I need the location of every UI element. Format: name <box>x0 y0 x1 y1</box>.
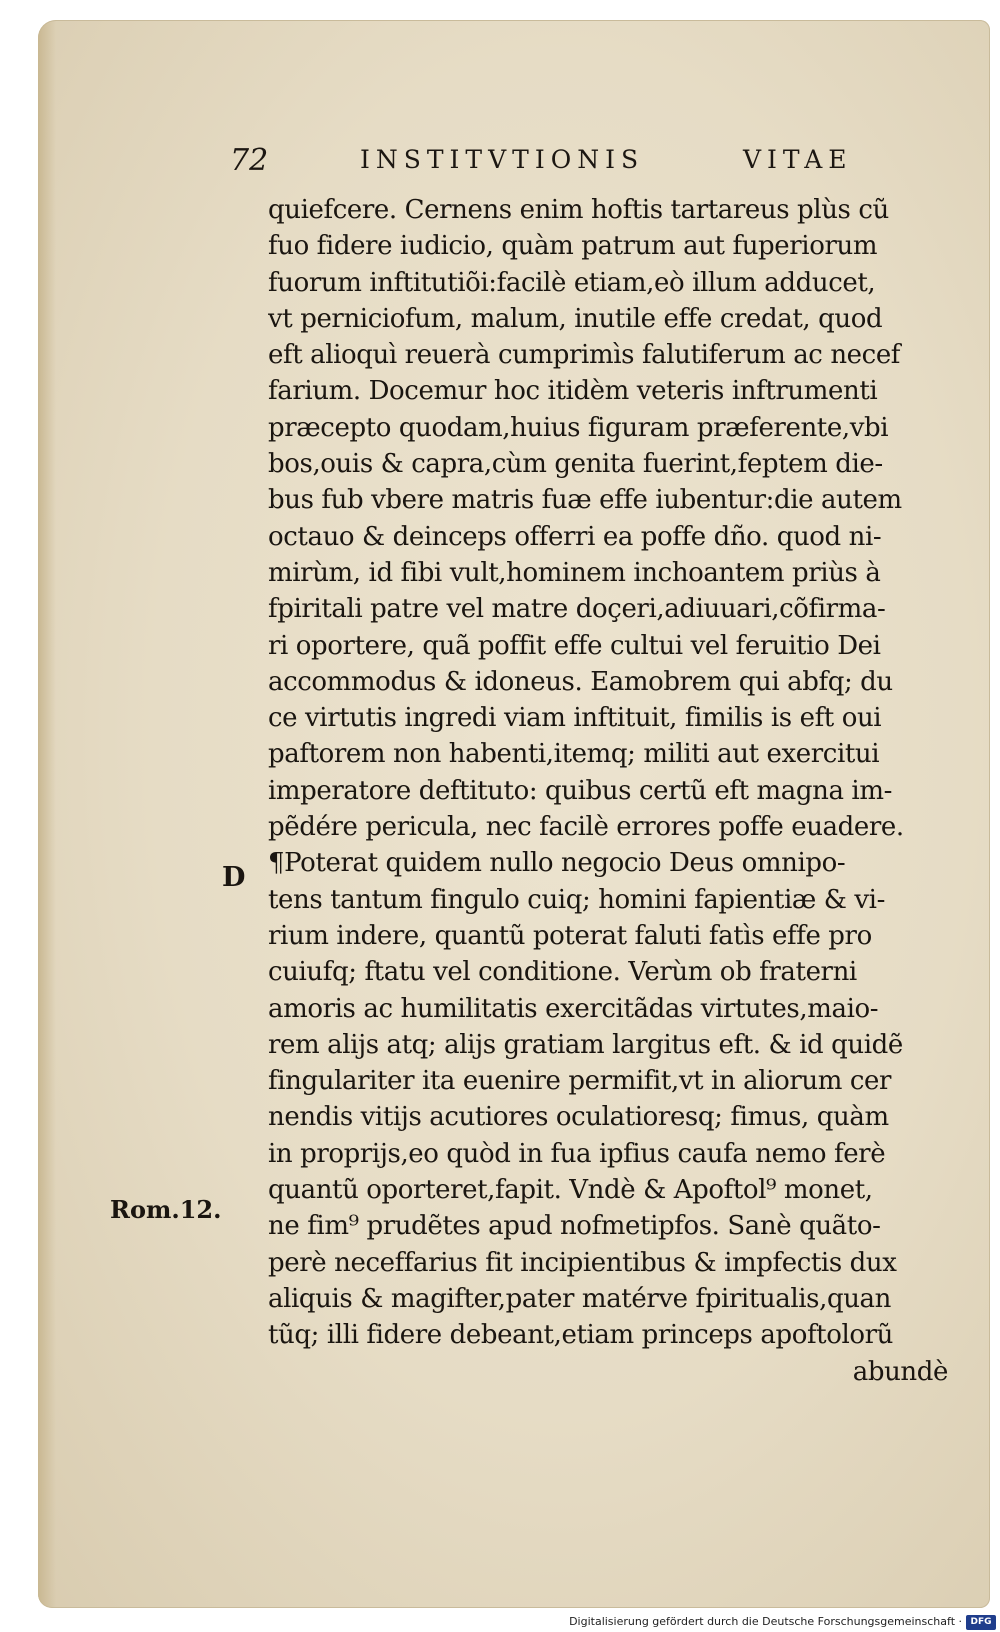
text-line: tũq; illi fidere debeant,etiam princeps apoftolorũ <box>268 1320 894 1351</box>
text-line: amoris ac humilitatis exercitãdas virtutes,maio- <box>268 993 879 1024</box>
margin-section-letter: D <box>222 862 246 893</box>
text-line: perè neceffarius fit incipientibus & impfectis dux <box>268 1247 897 1278</box>
text-line: fuo fidere iudicio, quàm patrum aut fuperiorum <box>268 231 878 262</box>
text-line: paftorem non habenti,itemq; militi aut exercitui <box>268 739 880 770</box>
text-line: farium. Docemur hoc itidèm veteris inftrumenti <box>268 376 878 407</box>
text-line: aliquis & magifter,pater matérve fpiritualis,quan <box>268 1283 891 1314</box>
page-number: 72 <box>230 143 269 178</box>
text-line: vt perniciofum, malum, inutile effe credat, quod <box>268 303 883 334</box>
text-line: rem alijs atq; alijs gratiam largitus eft. & id quidẽ <box>268 1029 903 1060</box>
text-line: bus fub vbere matris fuæ effe iubentur:die autem <box>268 485 902 516</box>
page-header <box>0 143 1000 183</box>
text-line: rium indere, quantũ poterat faluti fatìs effe pro <box>268 920 872 951</box>
text-line: bos,ouis & capra,cùm genita fuerint,feptem die- <box>268 449 883 480</box>
text-line: ne fim⁹ prudẽtes apud nofmetipfos. Sanè quãto- <box>268 1211 881 1242</box>
catchword: abundè <box>852 1356 948 1387</box>
text-line: eft alioquì reuerà cumprimìs falutiferum ac necef <box>268 340 901 371</box>
running-title: INSTITVTIONIS <box>360 145 645 174</box>
dfg-logo-icon: DFG <box>966 1615 996 1630</box>
text-line: ri oportere, quã poffit effe cultui vel feruitio Dei <box>268 630 881 661</box>
margin-reference: Rom.12. <box>110 1195 222 1224</box>
text-line: accommodus & idoneus. Eamobrem qui abfq; du <box>268 666 893 697</box>
text-line: ¶Poterat quidem nullo negocio Deus omnipo- <box>268 848 846 879</box>
text-line: cuiufq; ftatu vel conditione. Verùm ob fraterni <box>268 957 857 988</box>
text-line: pẽdére pericula, nec facilè errores poffe euadere. <box>268 812 904 843</box>
text-line: quantũ oporteret,fapit. Vndè & Apoftol⁹ monet, <box>268 1175 873 1206</box>
running-title-right: VITAE <box>743 145 853 174</box>
digitization-footer <box>0 1614 1000 1632</box>
text-line: fpiritali patre vel matre doçeri,adiuuari,cõfirma- <box>268 594 886 625</box>
funding-credit: Digitalisierung gefördert durch die Deutsche Forschungsgemeinschaft · <box>569 1615 962 1628</box>
text-line: imperatore deftituto: quibus certũ eft magna im- <box>268 775 892 806</box>
text-line: præcepto quodam,huius figuram præferente,vbi <box>268 412 889 443</box>
body-text <box>268 192 948 1390</box>
text-line: fingulariter ita euenire permifit,vt in aliorum cer <box>268 1066 892 1097</box>
text-line: mirùm, id fibi vult,hominem inchoantem priùs à <box>268 557 881 588</box>
text-line: fuorum inftitutiõi:facilè etiam,eò illum adducet, <box>268 267 876 298</box>
text-line: nendis vitijs acutiores oculatioresq; fimus, quàm <box>268 1102 889 1133</box>
page-edge-shadow <box>38 20 56 1608</box>
text-line: tens tantum fingulo cuiq; homini fapientiæ & vi- <box>268 884 885 915</box>
text-line: octauo & deinceps offerri ea poffe dño. quod ni- <box>268 521 882 552</box>
text-line: ce virtutis ingredi viam inftituit, fimilis is eft oui <box>268 703 882 734</box>
text-line: in proprijs,eo quòd in fua ipfius caufa nemo ferè <box>268 1138 886 1169</box>
text-line: quiefcere. Cernens enim hoftis tartareus plùs cũ <box>268 195 889 225</box>
